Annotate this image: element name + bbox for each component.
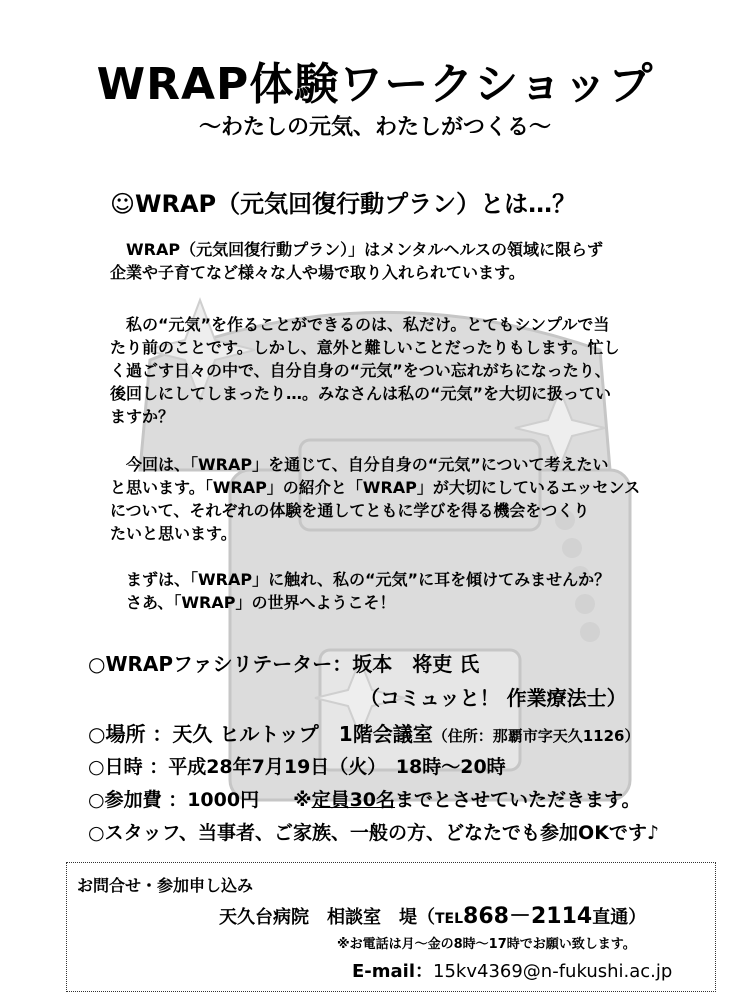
facilitator-label: ○WRAPファシリテーター： [88, 652, 353, 676]
paragraph-line: まずは、「WRAP」に触れ、私の“元気”に耳を傾けてみませんか？ [110, 570, 611, 589]
intro-heading: ☺WRAP（元気回復行動プラン）とは…？ [110, 190, 577, 218]
venue-place: 天久 ヒルトップ 1階会議室 [172, 722, 433, 746]
paragraph-line: たり前のことです。しかし、意外と難しいことだったりもします。忙し [110, 338, 620, 357]
paragraph-line: 企業や子育てなど様々な人や場で取り入れられています。 [110, 263, 525, 282]
venue-address: （住所：那覇市字天久1126） [432, 727, 640, 745]
contact-email[interactable]: 15kv4369@n-fukushi.ac.jp [433, 961, 673, 982]
paragraph-4 [110, 568, 670, 614]
fee-line [88, 785, 641, 812]
contact-hours: ※お電話は月～金の8時～17時でお願い致します。 [337, 937, 636, 952]
fee-label: ○参加費 ： [88, 789, 188, 811]
contact-org-line [219, 899, 646, 930]
facilitator-affiliation: （コミュッと！ 作業療法士） [360, 686, 627, 710]
facilitator-line [88, 648, 479, 677]
capacity-note: 定員30名 [311, 789, 396, 811]
page-subtitle: ～わたしの元気、わたしがつくる～ [198, 115, 551, 140]
tel-label: TEL [435, 911, 464, 927]
fee-note-suffix: までとさせていただきます。 [395, 789, 641, 811]
venue-line [88, 718, 639, 747]
facilitator-name: 坂本 将吏 氏 [352, 652, 480, 676]
email-label: E-mail： [352, 961, 434, 982]
paragraph-line: と思います。「WRAP」の紹介と「WRAP」が大切にしているエッセンス [110, 478, 641, 497]
paragraph-line: 今回は、「WRAP」を通じて、自分自身の“元気”について考えたい [110, 455, 609, 474]
fee-amount: 1000円 [187, 789, 260, 811]
venue-label: ○場所 ： [88, 722, 173, 746]
contact-box [66, 862, 716, 992]
paragraph-line: く過ごす日々の中で、自分自身の“元気”をつい忘れがちになったり、 [110, 361, 611, 380]
paragraph-line: 後回しにしてしまったり…。みなさんは私の“元気”を大切に扱ってい [110, 384, 612, 403]
paragraph-1 [110, 238, 670, 284]
contact-org: 天久台病院 相談室 堤（ [219, 907, 435, 928]
contact-tel[interactable]: 868－2114 [463, 904, 593, 929]
contact-heading: お問合せ・参加申し込み [77, 876, 254, 895]
paragraph-line: 私の“元気”を作ることができるのは、私だけ。とてもシンプルで当 [110, 315, 610, 334]
paragraph-line: さあ、「WRAP」の世界へようこそ！ [110, 593, 396, 612]
paragraph-line: ますか？ [110, 407, 175, 426]
paragraph-2 [110, 313, 670, 428]
tel-suffix: 直通） [592, 907, 647, 928]
contact-email-line [352, 957, 672, 983]
participants-line: ○スタッフ、当事者、ご家族、一般の方、どなたでも参加OKです♪ [88, 822, 660, 844]
fee-note-prefix: ※ [293, 789, 312, 811]
page-title: WRAP体験ワークショップ [96, 59, 654, 110]
paragraph-line: たいと思います。 [110, 524, 237, 543]
paragraph-line: WRAP（元気回復行動プラン）」はメンタルヘルスの領域に限らず [110, 240, 603, 259]
datetime-line: ○日時 ：平成28年7月19日（火） 18時～20時 [88, 756, 506, 778]
paragraph-3 [110, 453, 670, 545]
paragraph-line: について、それぞれの体験を通してともに学びを得る機会をつくり [110, 501, 590, 520]
